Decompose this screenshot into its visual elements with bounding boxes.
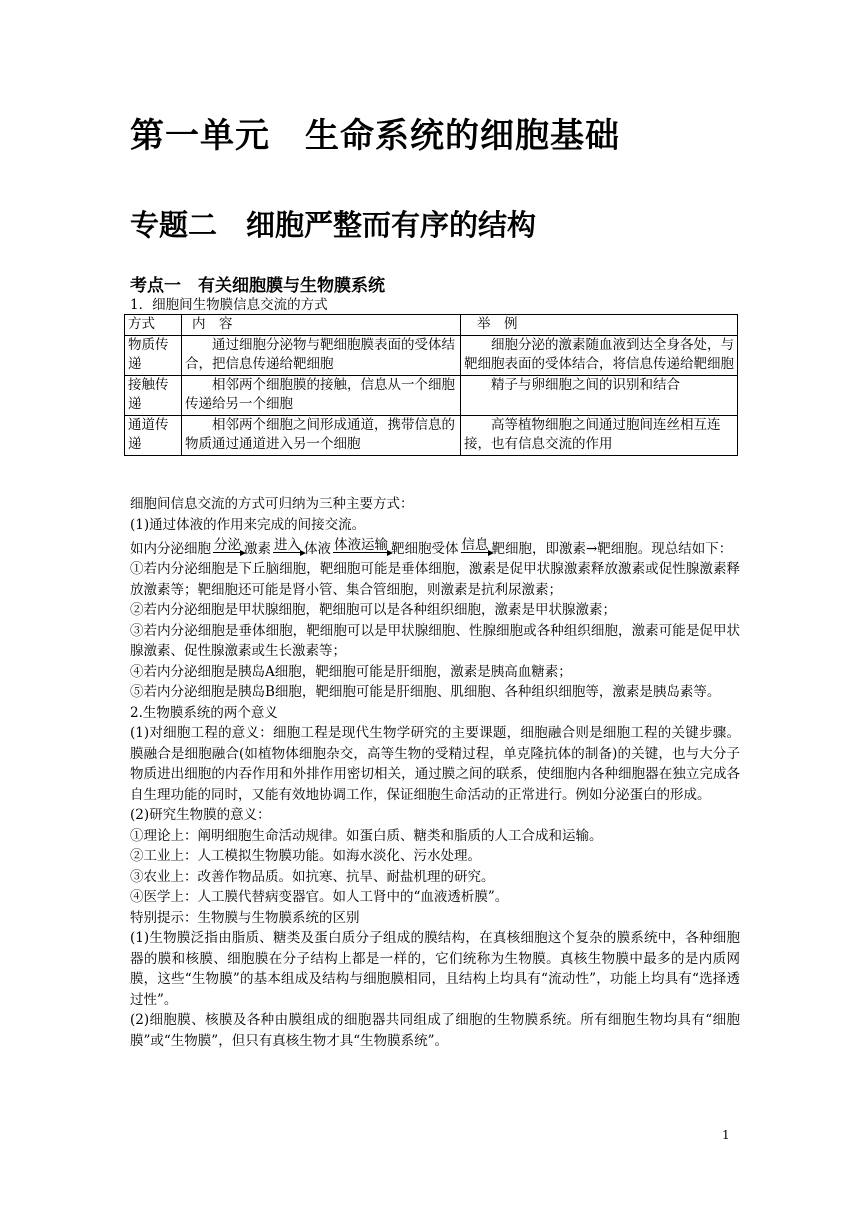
- table-header: 方式: [125, 315, 182, 336]
- significance2-title: (2)研究生物膜的意义：: [130, 807, 271, 823]
- significance2-item: ③农业上：改善作物品质。如抗寒、抗旱、耐盐机理的研究。: [130, 868, 495, 885]
- tip2-paragraph: (2)细胞膜、核膜及各种由膜组成的细胞器共同组成了细胞的生物膜系统。所有细胞生物均具有“细胞膜”或“生物膜”，但只有真核生物才具“生物膜系统”。: [130, 1012, 740, 1049]
- table-row: [125, 415, 738, 455]
- significance2-item: ①理论上：阐明细胞生命活动规律。如蛋白质、糖类和脂质的人工合成和运输。: [130, 827, 603, 844]
- flow-arrow-secrete: 分泌: [214, 537, 241, 553]
- point-title: 考点一 有关细胞膜与生物膜系统: [130, 276, 385, 296]
- table-row: [125, 375, 738, 415]
- flow-arrow-transport: 体液运输: [334, 537, 388, 553]
- case-paragraph: ③若内分泌细胞是垂体细胞，靶细胞可以是甲状腺细胞、性腺细胞或各种组织细胞，激素可能是促甲状腺激素、促性腺激素或生长激素等；: [130, 622, 740, 659]
- table-cell: 接触传递: [125, 375, 182, 415]
- case-paragraph: ④若内分泌细胞是胰岛A细胞，靶细胞可能是肝细胞，激素是胰高血糖素；: [130, 663, 572, 680]
- page-number: 1: [722, 1128, 730, 1142]
- table-cell: 通道传递: [125, 415, 182, 455]
- case-paragraph: ②若内分泌细胞是甲状腺细胞，靶细胞可以是各种组织细胞，激素是甲状腺激素；: [130, 602, 616, 618]
- flow-suffix: 靶细胞，即激素→靶细胞。现总结如下：: [491, 541, 733, 557]
- flow-node: 体液: [304, 541, 331, 557]
- table-cell: 细胞分泌的激素随血液到达全身各处，与靶细胞表面的受体结合，将信息传递给靶细胞: [461, 335, 738, 375]
- flow-node: 靶细胞受体: [391, 541, 459, 557]
- case-paragraph: ⑤若内分泌细胞是胰岛B细胞，靶细胞可能是肝细胞、肌细胞、各种组织细胞等，激素是胰岛素等。: [130, 684, 721, 700]
- table-cell: 通过细胞分泌物与靶细胞膜表面的受体结合，把信息传递给靶细胞: [182, 335, 461, 375]
- table-header-row: [125, 315, 738, 336]
- significance1-paragraph: (1)对细胞工程的意义：细胞工程是现代生物学研究的主要课题，细胞融合则是细胞工程的关键步骤。 膜融合是细胞融合(如植物体细胞杂交，高等生物的受精过程，单克隆抗体的制备)的关键，也与大分子物质进出细胞的内吞作用和外排作用密切相关，通过膜之间的联系，使细胞内各种细胞器在独立完成各自生理功能的同时，又能有效地协调工作，保证细胞生命活动的正常进行。例如分泌蛋白的形成。: [130, 725, 740, 803]
- table-cell: 物质传递: [125, 335, 182, 375]
- body-text: [130, 494, 740, 1051]
- table-row: [125, 335, 738, 375]
- flow-arrow-enter: 进入: [274, 537, 301, 553]
- flow-node: 激素: [244, 541, 271, 557]
- info-exchange-table: [124, 314, 738, 456]
- case-paragraph: ①若内分泌细胞是下丘脑细胞，靶细胞可能是垂体细胞，激素是促甲状腺激素释放激素或促性腺激素释放激素等；靶细胞还可能是肾小管、集合管细胞，则激素是抗利尿激素；: [130, 561, 740, 598]
- flow-arrow-info: 信息: [461, 537, 489, 553]
- significance2-item: ④医学上：人工膜代替病变器官。如人工肾中的“血液透析膜”。: [130, 889, 509, 905]
- topic-title: 专题二 细胞严整而有序的结构: [130, 208, 537, 242]
- table-header: 内 容: [182, 315, 461, 336]
- significance2-item: ②工业上：人工模拟生物膜功能。如海水淡化、污水处理。: [130, 848, 481, 864]
- tip1-paragraph: (1)生物膜泛指由脂质、糖类及蛋白质分子组成的膜结构，在真核细胞这个复杂的膜系统中，各种细胞器的膜和核膜、细胞膜在分子结构上都是一样的，它们统称为生物膜。真核生物膜中最多的是内质网膜，这些“生物膜”的基本组成及结构与细胞膜相同，且结构上均具有“流动性”，功能上均具有“选择透过性”。: [130, 930, 740, 1008]
- item1-paragraph: (1)通过体液的作用来完成的间接交流。: [130, 516, 366, 533]
- hormone-flow: [130, 539, 740, 559]
- section2-title: 2.生物膜系统的两个意义: [130, 704, 278, 721]
- flow-prefix: 如内分泌细胞: [130, 541, 211, 557]
- unit-title: 第一单元 生命系统的细胞基础: [130, 116, 620, 156]
- intro-paragraph: 细胞间信息交流的方式可归纳为三种主要方式：: [130, 496, 414, 512]
- section1-caption: 1．细胞间生物膜信息交流的方式: [130, 297, 328, 313]
- table-header: 举 例: [461, 315, 738, 336]
- table-cell: 相邻两个细胞膜的接触，信息从一个细胞传递给另一个细胞: [182, 375, 461, 415]
- table-cell: 精子与卵细胞之间的识别和结合: [461, 375, 738, 415]
- table-cell: 相邻两个细胞之间形成通道，携带信息的物质通过通道进入另一个细胞: [182, 415, 461, 455]
- table-cell: 高等植物细胞之间通过胞间连丝相互连接，也有信息交流的作用: [461, 415, 738, 455]
- tip-title: 特别提示：生物膜与生物膜系统的区别: [130, 909, 360, 926]
